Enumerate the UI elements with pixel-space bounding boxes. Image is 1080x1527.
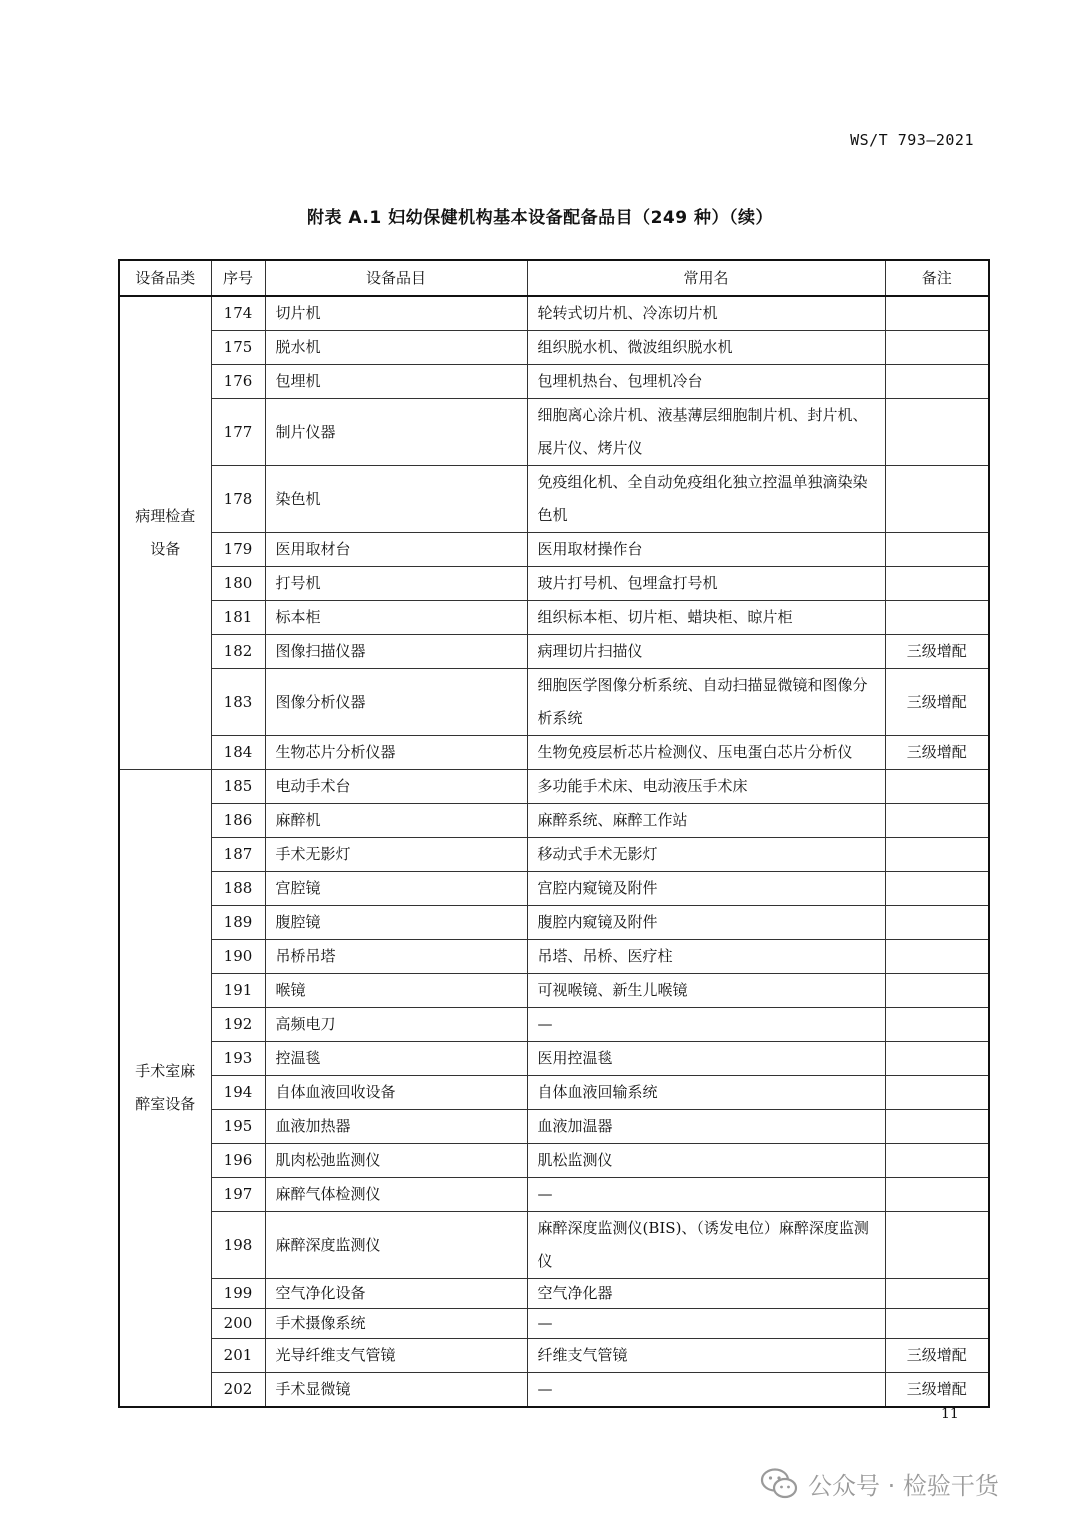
number-cell: 179 — [211, 533, 265, 567]
note-cell — [885, 1309, 989, 1339]
table-row — [119, 1373, 989, 1408]
table-row — [119, 1212, 989, 1279]
common-name-cell: 病理切片扫描仪 — [527, 635, 885, 669]
item-cell: 制片仪器 — [265, 399, 527, 466]
col-header-item: 设备品目 — [265, 260, 527, 296]
item-cell: 麻醉深度监测仪 — [265, 1212, 527, 1279]
note-cell — [885, 804, 989, 838]
watermark — [760, 1466, 999, 1501]
common-name-cell: 吊塔、吊桥、医疗柱 — [527, 940, 885, 974]
table-row — [119, 974, 989, 1008]
item-cell: 血液加热器 — [265, 1110, 527, 1144]
table-row — [119, 1178, 989, 1212]
table-row — [119, 365, 989, 399]
number-cell: 186 — [211, 804, 265, 838]
number-cell: 189 — [211, 906, 265, 940]
number-cell: 182 — [211, 635, 265, 669]
common-name-cell: 移动式手术无影灯 — [527, 838, 885, 872]
item-cell: 高频电刀 — [265, 1008, 527, 1042]
number-cell: 191 — [211, 974, 265, 1008]
note-cell — [885, 974, 989, 1008]
common-name-cell: 组织标本柜、切片柜、蜡块柜、晾片柜 — [527, 601, 885, 635]
item-cell: 麻醉机 — [265, 804, 527, 838]
item-cell: 手术无影灯 — [265, 838, 527, 872]
number-cell: 197 — [211, 1178, 265, 1212]
note-cell: 三级增配 — [885, 669, 989, 736]
category-cell: 手术室麻醉室设备 — [119, 770, 211, 1408]
note-cell — [885, 365, 989, 399]
table-row — [119, 906, 989, 940]
note-cell — [885, 1042, 989, 1076]
number-cell: 198 — [211, 1212, 265, 1279]
table-row — [119, 940, 989, 974]
note-cell — [885, 872, 989, 906]
common-name-cell: — — [527, 1008, 885, 1042]
table-row — [119, 567, 989, 601]
common-name-cell: — — [527, 1178, 885, 1212]
number-cell: 181 — [211, 601, 265, 635]
number-cell: 187 — [211, 838, 265, 872]
table-row — [119, 533, 989, 567]
item-cell: 手术摄像系统 — [265, 1309, 527, 1339]
note-cell — [885, 906, 989, 940]
number-cell: 194 — [211, 1076, 265, 1110]
common-name-cell: 空气净化器 — [527, 1279, 885, 1309]
common-name-cell: 宫腔内窥镜及附件 — [527, 872, 885, 906]
number-cell: 199 — [211, 1279, 265, 1309]
number-cell: 183 — [211, 669, 265, 736]
note-cell — [885, 399, 989, 466]
col-header-note: 备注 — [885, 260, 989, 296]
item-cell: 麻醉气体检测仪 — [265, 1178, 527, 1212]
table-header-row — [119, 260, 989, 296]
item-cell: 自体血液回收设备 — [265, 1076, 527, 1110]
common-name-cell: 包埋机热台、包埋机冷台 — [527, 365, 885, 399]
table-row — [119, 838, 989, 872]
table-row — [119, 466, 989, 533]
item-cell: 染色机 — [265, 466, 527, 533]
standard-code: WS/T 793—2021 — [850, 131, 974, 149]
item-cell: 腹腔镜 — [265, 906, 527, 940]
number-cell: 192 — [211, 1008, 265, 1042]
item-cell: 脱水机 — [265, 331, 527, 365]
table-row — [119, 1110, 989, 1144]
note-cell — [885, 466, 989, 533]
number-cell: 202 — [211, 1373, 265, 1408]
table-row — [119, 770, 989, 804]
col-header-number: 序号 — [211, 260, 265, 296]
common-name-cell: 生物免疫层析芯片检测仪、压电蛋白芯片分析仪 — [527, 736, 885, 770]
table-row — [119, 1008, 989, 1042]
table-row — [119, 601, 989, 635]
table-row — [119, 1339, 989, 1373]
number-cell: 195 — [211, 1110, 265, 1144]
table-row — [119, 669, 989, 736]
common-name-cell: 医用控温毯 — [527, 1042, 885, 1076]
item-cell: 宫腔镜 — [265, 872, 527, 906]
number-cell: 175 — [211, 331, 265, 365]
note-cell — [885, 940, 989, 974]
number-cell: 200 — [211, 1309, 265, 1339]
table-row — [119, 1042, 989, 1076]
common-name-cell: — — [527, 1309, 885, 1339]
item-cell: 控温毯 — [265, 1042, 527, 1076]
note-cell — [885, 1076, 989, 1110]
item-cell: 生物芯片分析仪器 — [265, 736, 527, 770]
equipment-table — [118, 259, 990, 1408]
common-name-cell: 细胞离心涂片机、液基薄层细胞制片机、封片机、展片仪、烤片仪 — [527, 399, 885, 466]
note-cell: 三级增配 — [885, 736, 989, 770]
common-name-cell: 血液加温器 — [527, 1110, 885, 1144]
item-cell: 图像扫描仪器 — [265, 635, 527, 669]
table-row — [119, 399, 989, 466]
note-cell — [885, 1279, 989, 1309]
common-name-cell: 肌松监测仪 — [527, 1144, 885, 1178]
category-cell: 病理检查设备 — [119, 296, 211, 770]
table-row — [119, 1076, 989, 1110]
note-cell — [885, 1008, 989, 1042]
note-cell — [885, 1144, 989, 1178]
note-cell — [885, 770, 989, 804]
item-cell: 标本柜 — [265, 601, 527, 635]
number-cell: 201 — [211, 1339, 265, 1373]
note-cell: 三级增配 — [885, 1373, 989, 1408]
common-name-cell: 纤维支气管镜 — [527, 1339, 885, 1373]
number-cell: 174 — [211, 296, 265, 331]
number-cell: 178 — [211, 466, 265, 533]
number-cell: 177 — [211, 399, 265, 466]
common-name-cell: 腹腔内窥镜及附件 — [527, 906, 885, 940]
item-cell: 空气净化设备 — [265, 1279, 527, 1309]
page-number: 11 — [941, 1406, 959, 1422]
watermark-text: 公众号 · 检验干货 — [808, 1472, 999, 1500]
item-cell: 吊桥吊塔 — [265, 940, 527, 974]
number-cell: 190 — [211, 940, 265, 974]
item-cell: 光导纤维支气管镜 — [265, 1339, 527, 1373]
common-name-cell: 麻醉系统、麻醉工作站 — [527, 804, 885, 838]
table-row — [119, 804, 989, 838]
table-row — [119, 331, 989, 365]
number-cell: 184 — [211, 736, 265, 770]
number-cell: 188 — [211, 872, 265, 906]
number-cell: 176 — [211, 365, 265, 399]
col-header-common-name: 常用名 — [527, 260, 885, 296]
common-name-cell: 组织脱水机、微波组织脱水机 — [527, 331, 885, 365]
table-row — [119, 296, 989, 331]
common-name-cell: 轮转式切片机、冷冻切片机 — [527, 296, 885, 331]
table-row — [119, 635, 989, 669]
number-cell: 180 — [211, 567, 265, 601]
common-name-cell: 细胞医学图像分析系统、自动扫描显微镜和图像分析系统 — [527, 669, 885, 736]
note-cell — [885, 567, 989, 601]
table-row — [119, 1309, 989, 1339]
table-row — [119, 736, 989, 770]
number-cell: 185 — [211, 770, 265, 804]
item-cell: 手术显微镜 — [265, 1373, 527, 1408]
wechat-icon — [760, 1467, 798, 1501]
table-row — [119, 872, 989, 906]
item-cell: 肌肉松弛监测仪 — [265, 1144, 527, 1178]
common-name-cell: 自体血液回输系统 — [527, 1076, 885, 1110]
item-cell: 电动手术台 — [265, 770, 527, 804]
common-name-cell: 免疫组化机、全自动免疫组化独立控温单独滴染染色机 — [527, 466, 885, 533]
note-cell — [885, 533, 989, 567]
item-cell: 包埋机 — [265, 365, 527, 399]
common-name-cell: — — [527, 1373, 885, 1408]
note-cell — [885, 296, 989, 331]
item-cell: 医用取材台 — [265, 533, 527, 567]
number-cell: 196 — [211, 1144, 265, 1178]
common-name-cell: 多功能手术床、电动液压手术床 — [527, 770, 885, 804]
common-name-cell: 可视喉镜、新生儿喉镜 — [527, 974, 885, 1008]
item-cell: 打号机 — [265, 567, 527, 601]
note-cell: 三级增配 — [885, 635, 989, 669]
note-cell — [885, 331, 989, 365]
item-cell: 图像分析仪器 — [265, 669, 527, 736]
col-header-category: 设备品类 — [119, 260, 211, 296]
note-cell — [885, 838, 989, 872]
common-name-cell: 玻片打号机、包埋盒打号机 — [527, 567, 885, 601]
table-row — [119, 1279, 989, 1309]
table-title: 附表 A.1 妇幼保健机构基本设备配备品目（249 种）（续） — [307, 208, 773, 228]
note-cell — [885, 1110, 989, 1144]
number-cell: 193 — [211, 1042, 265, 1076]
item-cell: 喉镜 — [265, 974, 527, 1008]
table-row — [119, 1144, 989, 1178]
item-cell: 切片机 — [265, 296, 527, 331]
note-cell — [885, 1178, 989, 1212]
note-cell: 三级增配 — [885, 1339, 989, 1373]
note-cell — [885, 601, 989, 635]
common-name-cell: 医用取材操作台 — [527, 533, 885, 567]
note-cell — [885, 1212, 989, 1279]
common-name-cell: 麻醉深度监测仪(BIS)、（诱发电位）麻醉深度监测仪 — [527, 1212, 885, 1279]
